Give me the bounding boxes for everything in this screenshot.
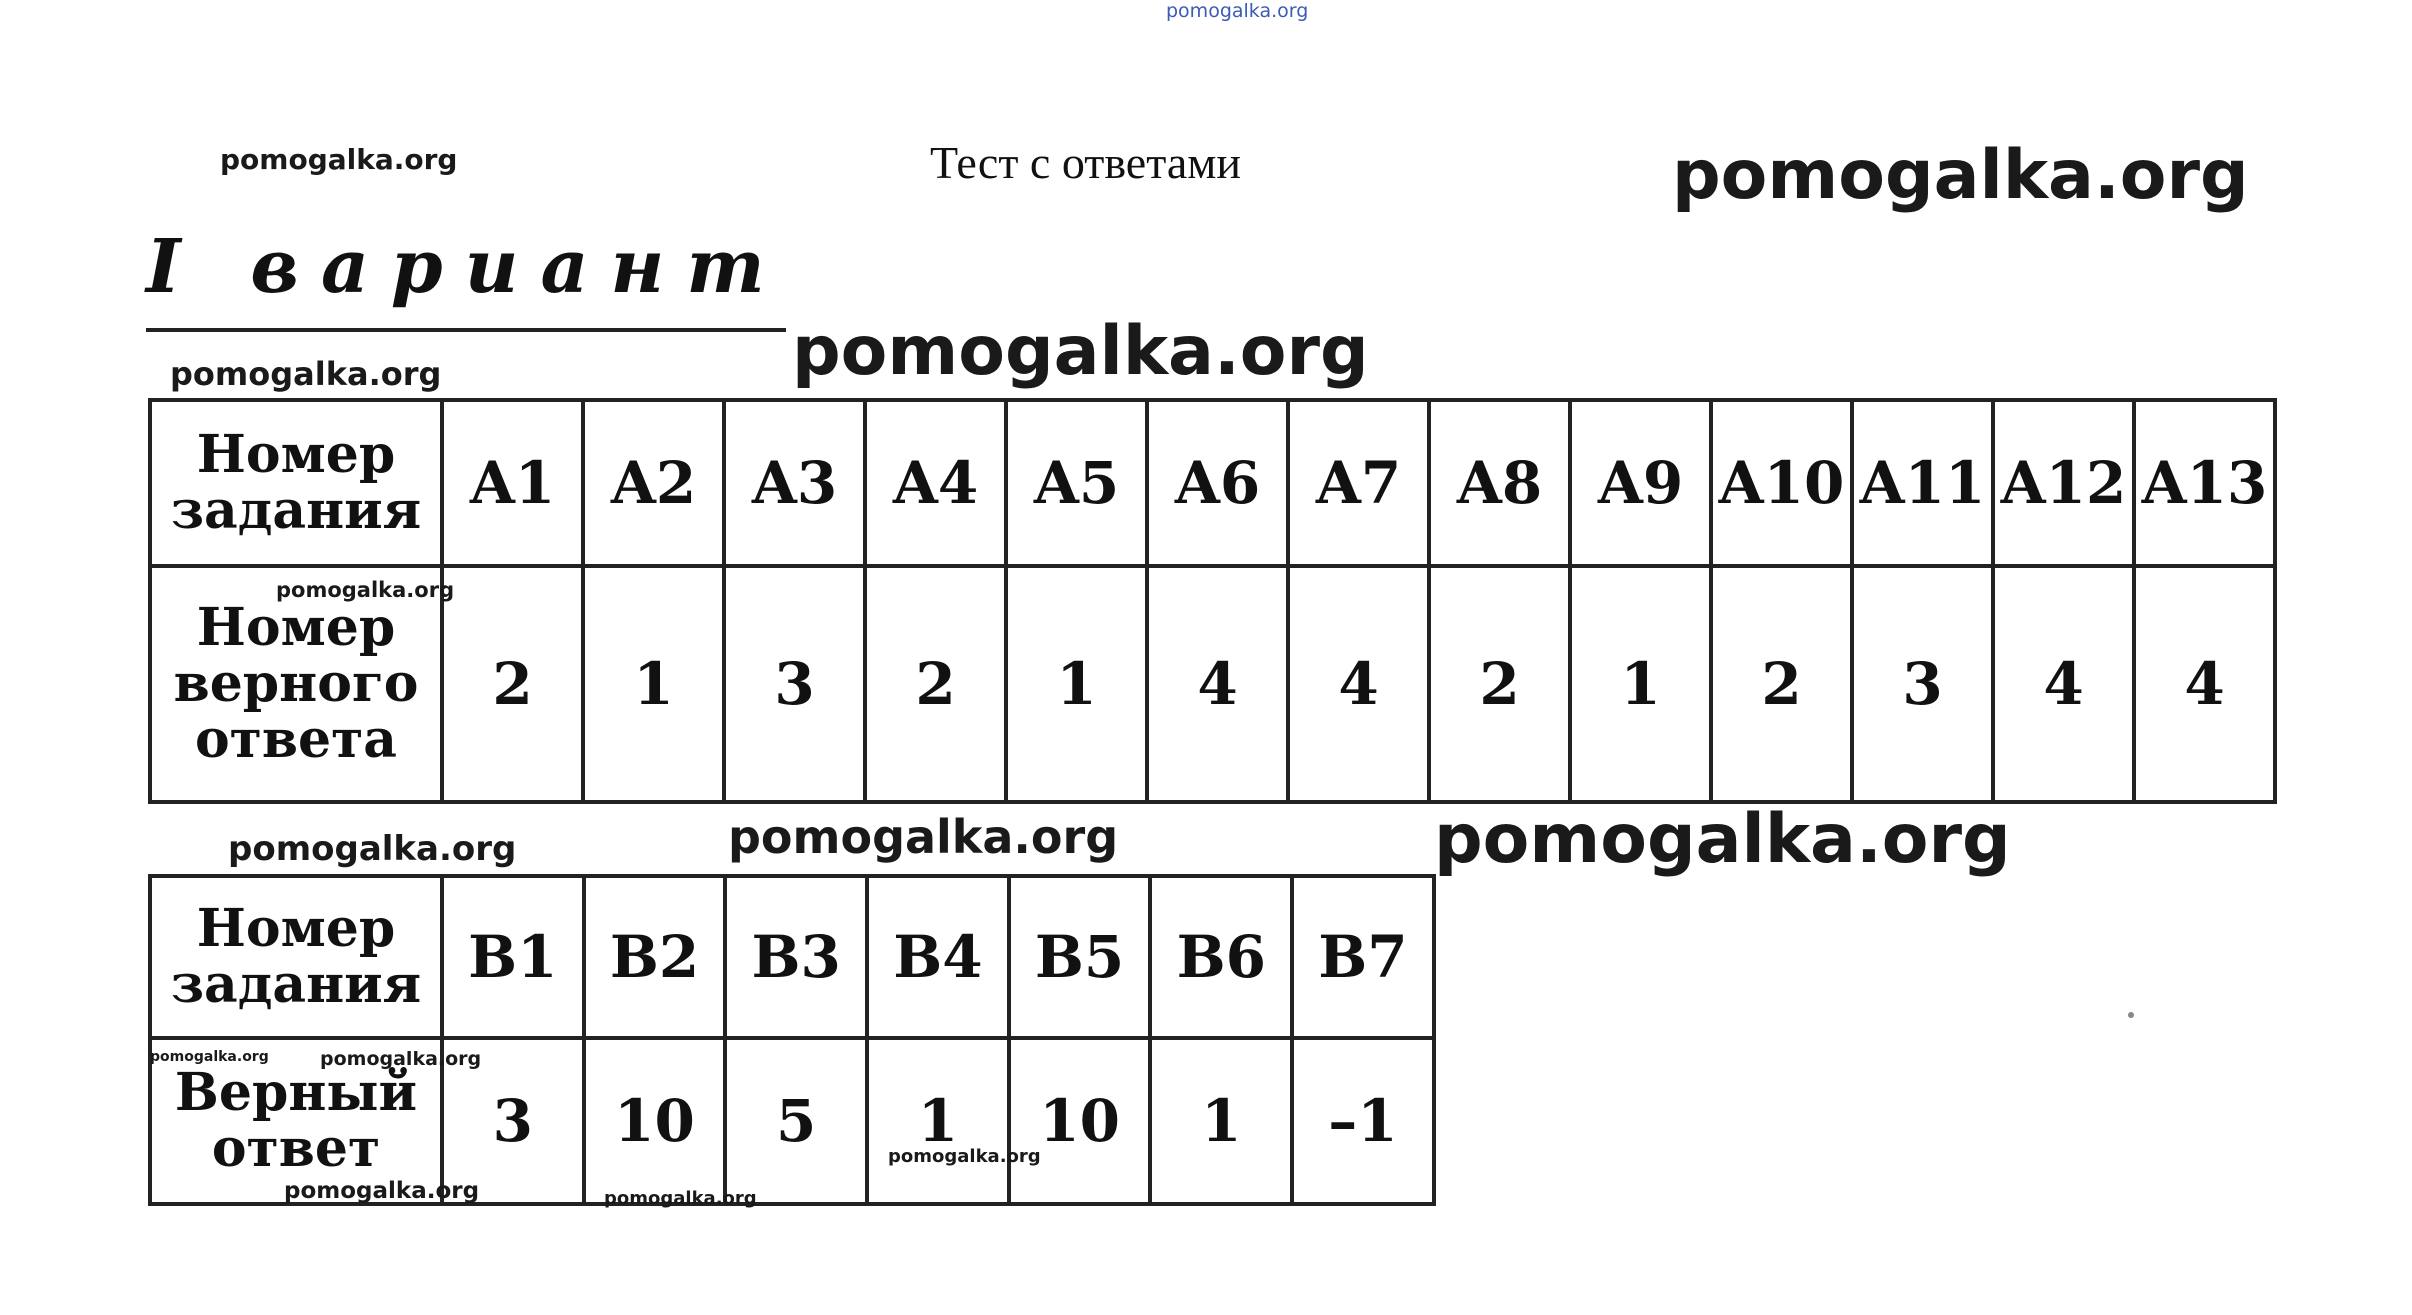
table-b-task-cell: B1 (442, 876, 584, 1038)
watermark-top-tiny: pomogalka.org (1166, 0, 1309, 22)
table-a-answer-cell: 2 (1711, 566, 1852, 802)
table-a-task-cell: A10 (1711, 400, 1852, 566)
table-b-answer-cell: 1 (1150, 1038, 1292, 1204)
table-a-answer-cell: 2 (865, 566, 1006, 802)
table-a-task-cell: A7 (1288, 400, 1429, 566)
table-a-task-cell: A9 (1570, 400, 1711, 566)
table-a-answer-cell: 1 (1570, 566, 1711, 802)
table-a-row-label-tasks: Номер задания (150, 400, 442, 566)
table-a-task-cell: A4 (865, 400, 1006, 566)
table-b-answer-cell: 1 (867, 1038, 1009, 1204)
table-a-task-cell: A2 (583, 400, 724, 566)
table-b-task-row (150, 876, 1434, 1038)
table-b-task-cell: B5 (1009, 876, 1151, 1038)
table-a-row-label-answers: Номер верного ответа (150, 566, 442, 802)
table-b-task-cell: B6 (1150, 876, 1292, 1038)
answers-table-part-b (148, 874, 1436, 1209)
watermark-top-right: pomogalka.org (1672, 136, 2249, 215)
table-a-task-cell: A1 (442, 400, 583, 566)
table-b-task-cell: B4 (867, 876, 1009, 1038)
table-b-answer-cell: –1 (1292, 1038, 1434, 1204)
watermark-table-b-b4: pomogalka.org (888, 1146, 1041, 1167)
table-b-task-cell: B2 (584, 876, 726, 1038)
table-b-row-label-tasks: Номер задания (150, 876, 442, 1038)
table-a-answer-cell: 4 (1147, 566, 1288, 802)
table-a-answer-cell: 4 (2134, 566, 2275, 802)
table-b-task-cell: B3 (725, 876, 867, 1038)
table-a-answer-row (150, 566, 2275, 802)
table-a-task-row (150, 400, 2275, 566)
table-b-answer-cell: 5 (725, 1038, 867, 1204)
table-a-answer-cell: 4 (1993, 566, 2134, 802)
table-a-answer-cell: 1 (583, 566, 724, 802)
watermark-in-table-a: pomogalka.org (276, 578, 455, 602)
table-a-answer-cell: 3 (1852, 566, 1993, 802)
table-a-task-cell: A11 (1852, 400, 1993, 566)
watermark-below-table-right: pomogalka.org (1434, 800, 2011, 879)
page-title: Тест с ответами (930, 137, 1242, 188)
table-b-row-label-answers: Верный ответ (150, 1038, 442, 1204)
answers-table-part-a (148, 398, 2277, 804)
table-b-task-cell: B7 (1292, 876, 1434, 1038)
table-a-answer-cell: 2 (442, 566, 583, 802)
table-b-answer-cell: 10 (1009, 1038, 1151, 1204)
table-b-answer-cell: 3 (442, 1038, 584, 1204)
table-a-answer-cell: 1 (1006, 566, 1147, 802)
watermark-table-b-bottom-mid: pomogalka.org (604, 1188, 757, 1209)
table-a-answer-cell: 2 (1429, 566, 1570, 802)
watermark-below-table-left: pomogalka.org (228, 829, 517, 869)
table-a-answer-cell: 3 (724, 566, 865, 802)
variant-title: I вариант (146, 224, 787, 310)
watermark-mid-large: pomogalka.org (792, 312, 1369, 391)
table-a-task-cell: A8 (1429, 400, 1570, 566)
variant-underline (146, 328, 786, 332)
stray-dot (2128, 1012, 2134, 1018)
table-a-answer-cell: 4 (1288, 566, 1429, 802)
watermark-top-left: pomogalka.org (220, 143, 458, 176)
watermark-table-b-bottom-left: pomogalka.org (284, 1178, 480, 1204)
table-a-task-cell: A6 (1147, 400, 1288, 566)
table-b-answer-cell: 10 (584, 1038, 726, 1204)
table-a-task-cell: A3 (724, 400, 865, 566)
watermark-table-b-corner: pomogalka.org (150, 1049, 269, 1065)
watermark-table-b-label: pomogalka.org (320, 1048, 482, 1070)
watermark-below-table-mid: pomogalka.org (728, 810, 1119, 864)
table-a-task-cell: A13 (2134, 400, 2275, 566)
table-a-task-cell: A5 (1006, 400, 1147, 566)
table-a-task-cell: A12 (1993, 400, 2134, 566)
watermark-left-above-table: pomogalka.org (170, 355, 442, 393)
